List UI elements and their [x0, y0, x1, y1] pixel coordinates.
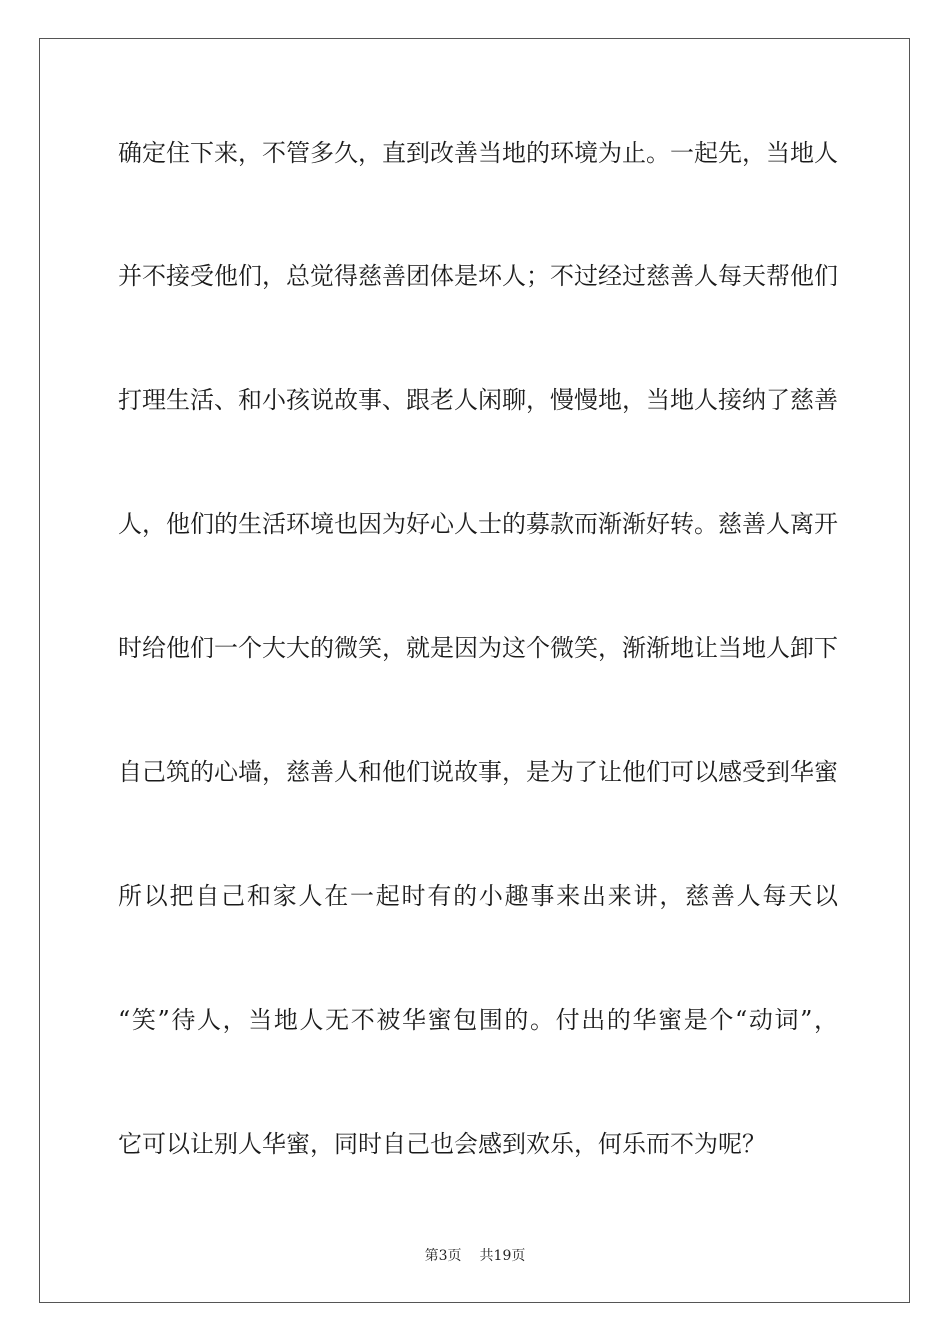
- text-line: 自己筑的心墙，慈善人和他们说故事，是为了让他们可以感受到华蜜: [118, 758, 838, 786]
- text-line: 它可以让别人华蜜，同时自己也会感到欢乐，何乐而不为呢？: [118, 1130, 766, 1158]
- page-total: 共19页: [479, 1248, 526, 1264]
- text-line: 并不接受他们，总觉得慈善团体是坏人；不过经过慈善人每天帮他们: [118, 262, 838, 290]
- text-line: 人，他们的生活环境也因为好心人士的募款而渐渐好转。慈善人离开: [118, 510, 838, 538]
- page-border: [39, 38, 910, 1303]
- text-line: 所以把自己和家人在一起时有的小趣事来出来讲，慈善人每天以: [118, 882, 838, 910]
- text-line: 确定住下来，不管多久，直到改善当地的环境为止。一起先，当地人: [118, 139, 838, 167]
- text-line: “笑”待人，当地人无不被华蜜包围的。付出的华蜜是个“动词”，: [118, 1006, 838, 1034]
- page-footer: [0, 1246, 950, 1266]
- text-line: 打理生活、和小孩说故事、跟老人闲聊，慢慢地，当地人接纳了慈善: [118, 386, 838, 414]
- page-number: 第3页: [424, 1248, 462, 1264]
- text-line: 时给他们一个大大的微笑，就是因为这个微笑，渐渐地让当地人卸下: [118, 634, 838, 662]
